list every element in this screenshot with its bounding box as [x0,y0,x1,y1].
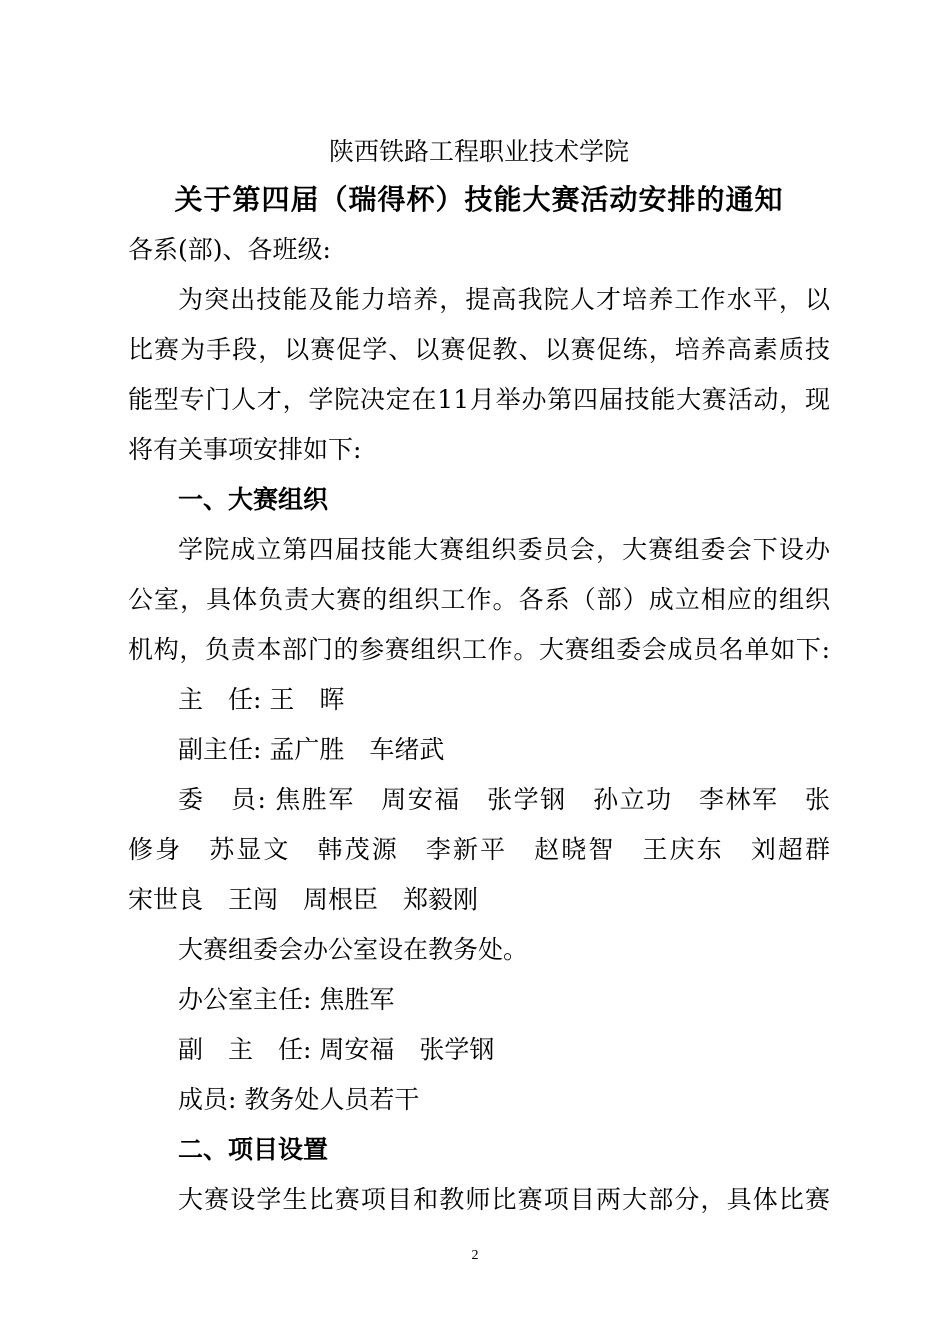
paragraph-line: 公室，具体负责大赛的组织工作。各系（部）成立相应的组织 [128,585,830,614]
page-number: 2 [471,1248,479,1263]
intro-line: 能型专门人才，学院决定在11月举办第四届技能大赛活动，现 [128,385,830,414]
office-director: 办公室主任: 焦胜军 [178,985,395,1014]
section-heading: 一、大赛组织 [178,485,329,514]
members-line: 委 员: 焦胜军 周安福 张学钢 孙立功 李林军 张 [178,785,830,814]
intro-line: 为突出技能及能力培养，提高我院人才培养工作水平，以 [178,285,830,314]
office-deputy: 副 主 任: 周安福 张学钢 [178,1035,495,1064]
institution-name: 陕西铁路工程职业技术学院 [328,137,629,166]
office-members: 成员: 教务处人员若干 [178,1085,420,1114]
members-line: 宋世良 王闯 周根臣 郑毅刚 [128,885,479,914]
director-line: 主 任: 王 晖 [178,685,345,714]
deputy-director-line: 副主任: 孟广胜 车绪武 [178,735,445,764]
office-location: 大赛组委会办公室设在教务处。 [178,935,529,964]
intro-line: 比赛为手段，以赛促学、以赛促教、以赛促练，培养高素质技 [128,335,830,364]
members-line: 修身 苏显文 韩茂源 李新平 赵晓智 王庆东 刘超群 [128,835,830,864]
document-title: 关于第四届（瑞得杯）技能大赛活动安排的通知 [174,183,784,216]
salutation: 各系(部)、各班级: [128,235,331,264]
paragraph-line: 大赛设学生比赛项目和教师比赛项目两大部分，具体比赛 [178,1185,830,1214]
paragraph-line: 机构，负责本部门的参赛组织工作。大赛组委会成员名单如下: [128,635,830,664]
paragraph-line: 学院成立第四届技能大赛组织委员会，大赛组委会下设办 [178,535,830,564]
intro-line: 将有关事项安排如下: [128,435,362,464]
section-heading: 二、项目设置 [178,1135,329,1164]
